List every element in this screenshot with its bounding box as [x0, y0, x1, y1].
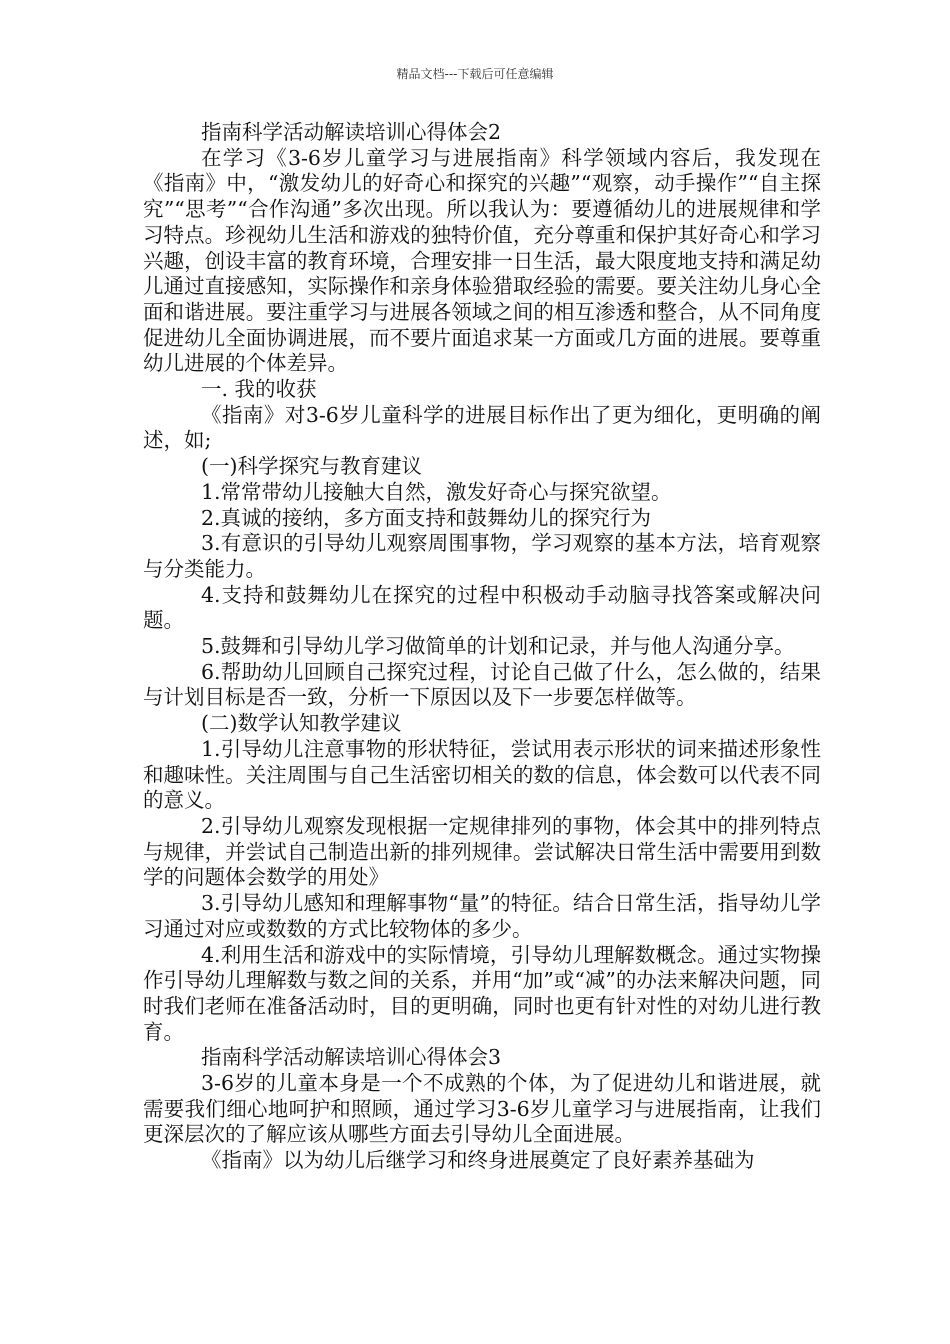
document-body — [143, 120, 821, 1174]
paragraph: 3-6岁的儿童本身是一个不成熟的个体，为了促进幼儿和谐进展，就需要我们细心地呵护和照顾，通过学习3-6岁儿童学习与进展指南，让我们更深层次的了解应该从哪些方面去引导幼儿全面进展。 — [143, 1071, 821, 1147]
subsection-heading: (二)数学认知教学建议 — [201, 711, 402, 736]
paragraph: 《指南》以为幼儿后继学习和终身进展奠定了良好素养基础为 — [201, 1148, 755, 1173]
list-item: 3.引导幼儿感知和理解事物“量”的特征。结合日常生活，指导幼儿学习通过对应或数数的方式比较物体的多少。 — [143, 891, 821, 941]
list-item: 5.鼓舞和引导幼儿学习做简单的计划和记录，并与他人沟通分享。 — [201, 634, 795, 659]
section-heading: 一. 我的收获 — [201, 377, 317, 402]
page-header: 精品文档---下载后可任意编辑 — [396, 67, 554, 81]
list-item: 3.有意识的引导幼儿观察周围事物，学习观察的基本方法，培育观察与分类能力。 — [143, 531, 821, 581]
subsection-heading: (一)科学探究与教育建议 — [201, 454, 422, 479]
list-item: 4.支持和鼓舞幼儿在探究的过程中积极动手动脑寻找答案或解决问题。 — [143, 582, 821, 633]
list-item: 1.常常带幼儿接触大自然，激发好奇心与探究欲望。 — [201, 479, 672, 504]
paragraph: 在学习《3-6岁儿童学习与进展指南》科学领域内容后，我发现在《指南》中，“激发幼儿的好奇心和探究的兴趣”“观察，动手操作”“自主探究”“思考”“合作沟通”多次出现。所以我认为：要遵循幼儿的进展规律和学习特点。珍视幼儿生活和游戏的独特价值，充分尊重和保护其好奇心和学习兴趣，创设丰富的教育环境，合理安排一日生活，最大限度地支持和满足幼儿通过直接感知，实际操作和亲身体验猎取经验的需要。要关注幼儿身心全面和谐进展。要注重学习与进展各领域之间的相互渗透和整合，从不同角度促进幼儿全面协调进展，而不要片面追求某一方面或几方面的进展。要尊重幼儿进展的个体差异。 — [143, 145, 821, 376]
list-item: 2.引导幼儿观察发现根据一定规律排列的事物，体会其中的排列特点与规律，并尝试自己制造出新的排列规律。尝试解决日常生活中需要用到数学的问题体会数学的用处》 — [143, 813, 821, 890]
list-item: 4.利用生活和游戏中的实际情境，引导幼儿理解数概念。通过实物操作引导幼儿理解数与数之间的关系，并用“加”或“减”的办法来解决问题，同时我们老师在准备活动时，目的更明确，同时也更有针对性的对幼儿进行教育。 — [143, 942, 821, 1044]
list-item: 1.引导幼儿注意事物的形状特征，尝试用表示形状的词来描述形象性和趣味性。关注周围与自己生活密切相关的数的信息，体会数可以代表不同的意义。 — [143, 736, 821, 813]
article-title: 指南科学活动解读培训心得体会2 — [201, 120, 502, 144]
list-item: 2.真诚的接纳，多方面支持和鼓舞幼儿的探究行为 — [201, 505, 652, 530]
article-title: 指南科学活动解读培训心得体会3 — [201, 1045, 502, 1070]
list-item: 6.帮助幼儿回顾自己探究过程，讨论自己做了什么，怎么做的，结果与计划目标是否一致，分析一下原因以及下一步要怎样做等。 — [143, 659, 821, 710]
paragraph: 《指南》对3-6岁儿童科学的进展目标作出了更为细化，更明确的阐述，如; — [143, 402, 821, 453]
